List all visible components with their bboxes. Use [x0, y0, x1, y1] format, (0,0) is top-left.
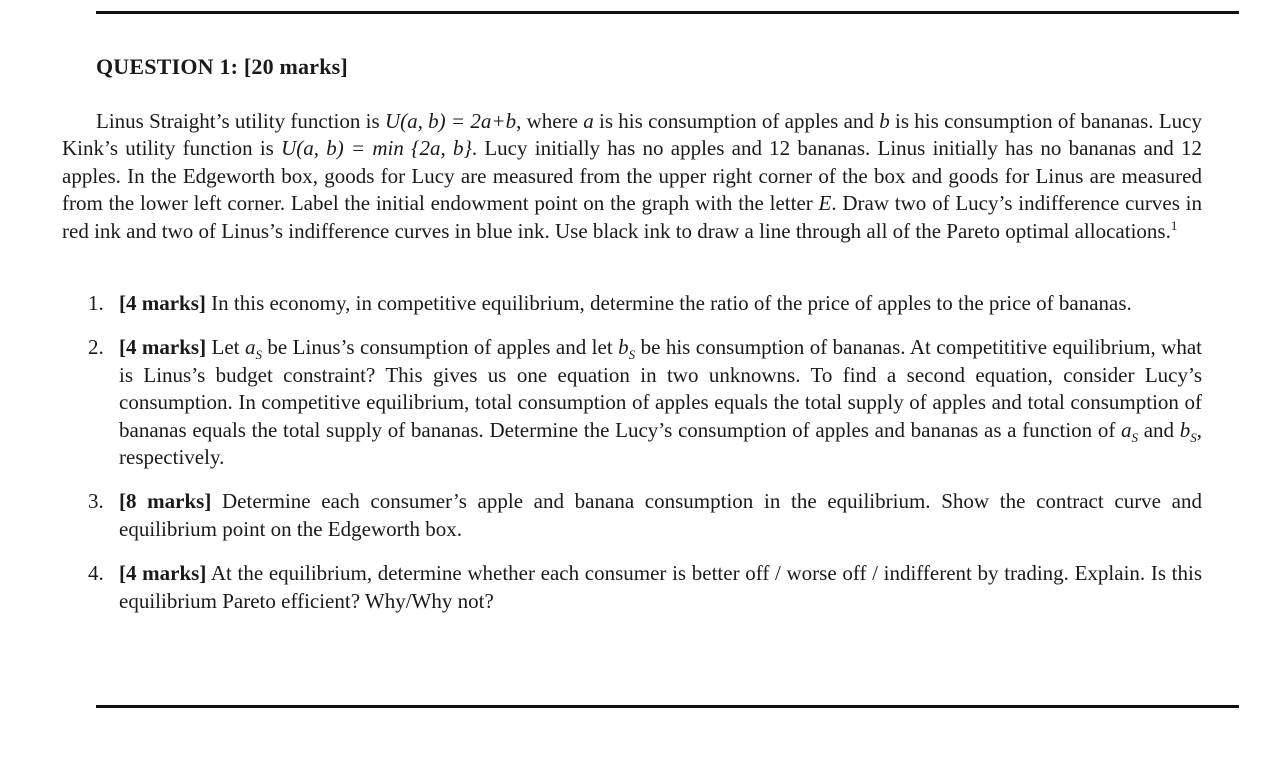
variable-bS: $b_S$ — [618, 335, 636, 363]
variable-b: b — [879, 109, 890, 133]
part-4 — [62, 560, 1202, 615]
intro-text-6: . Draw two of Lucy’s indifference curves in red ink and two of Linus’s indifference curves in blue ink. Use black ink to draw a line through all of the Pareto optimal allocations. — [62, 191, 1202, 243]
part-2 — [62, 334, 1202, 471]
question-heading: QUESTION 1: [20 marks] — [96, 54, 348, 79]
part-text-4: and — [1138, 417, 1180, 442]
intro-text-5: . Lucy initially has no apples and 12 bananas. Linus initially has no bananas and 12 apples. In the Edgeworth box, goods for Lucy are measured from the upper right corner of the box and goods for Linus are measured from the lower left corner. Label the initial endowment point on the graph with the letter — [62, 136, 1203, 216]
intro-text-4: is his consumption of bananas. Lucy Kink’s utility function is — [62, 109, 1202, 161]
intro-text-1: Linus Straight’s utility function is — [96, 109, 385, 133]
variable-aS: $a_S$ — [244, 335, 262, 363]
part-1 — [62, 290, 1202, 317]
part-marks: [8 marks] — [119, 489, 212, 514]
bottom-rule — [96, 705, 1239, 708]
part-marks: [4 marks] — [119, 335, 207, 360]
variable-bS: $b_S$ — [1179, 417, 1197, 445]
variable-a: a — [583, 109, 594, 133]
utility-linus-formula: U(a, b) = 2a+b — [384, 109, 517, 133]
part-3 — [62, 488, 1202, 543]
intro-text-3: is his consumption of apples and — [593, 109, 880, 133]
part-marks: [4 marks] — [119, 561, 207, 586]
part-text-5: , respectively. — [119, 417, 1202, 470]
part-text: Determine each consumer’s apple and banana consumption in the equilibrium. Show the contract curve and equilibrium point on the Edgeworth box. — [119, 489, 1202, 541]
part-number: 2. — [88, 335, 104, 360]
part-text-1: Let — [206, 335, 245, 360]
endowment-label-E: E — [818, 191, 832, 216]
intro-text-2: , where — [516, 109, 584, 133]
variable-aS: $a_S$ — [1121, 417, 1139, 445]
question-intro — [62, 108, 1202, 245]
part-text: At the equilibrium, determine whether each consumer is better off / worse off / indifferent by trading. Explain. Is this equilibrium Pareto efficient? Why/Why not? — [119, 561, 1203, 613]
part-number: 1. — [88, 291, 104, 315]
part-marks: [4 marks] — [119, 291, 206, 315]
footnote-mark: 1 — [1170, 217, 1178, 233]
question-parts-list — [62, 290, 1202, 632]
part-number: 4. — [88, 561, 104, 586]
part-text-3: be his consumption of bananas. At competititive equilibrium, what is Linus’s budget constraint? This gives us one equation in two unknowns. To find a second equation, consider Lucy’s consumption. In competitive equilibrium, total consumption of apples equals the total supply of apples and total consumption of bananas equals the total supply of bananas. Determine the Lucy’s consumption of apples and bananas as a function of — [119, 335, 1203, 442]
part-text-2: be Linus’s consumption of apples and let — [261, 335, 619, 360]
utility-lucy-formula: U(a, b) = min {2a, b} — [281, 136, 472, 161]
top-rule — [96, 11, 1239, 14]
part-number: 3. — [88, 489, 104, 514]
part-text: In this economy, in competitive equilibrium, determine the ratio of the price of apples to the price of bananas. — [205, 291, 1132, 315]
